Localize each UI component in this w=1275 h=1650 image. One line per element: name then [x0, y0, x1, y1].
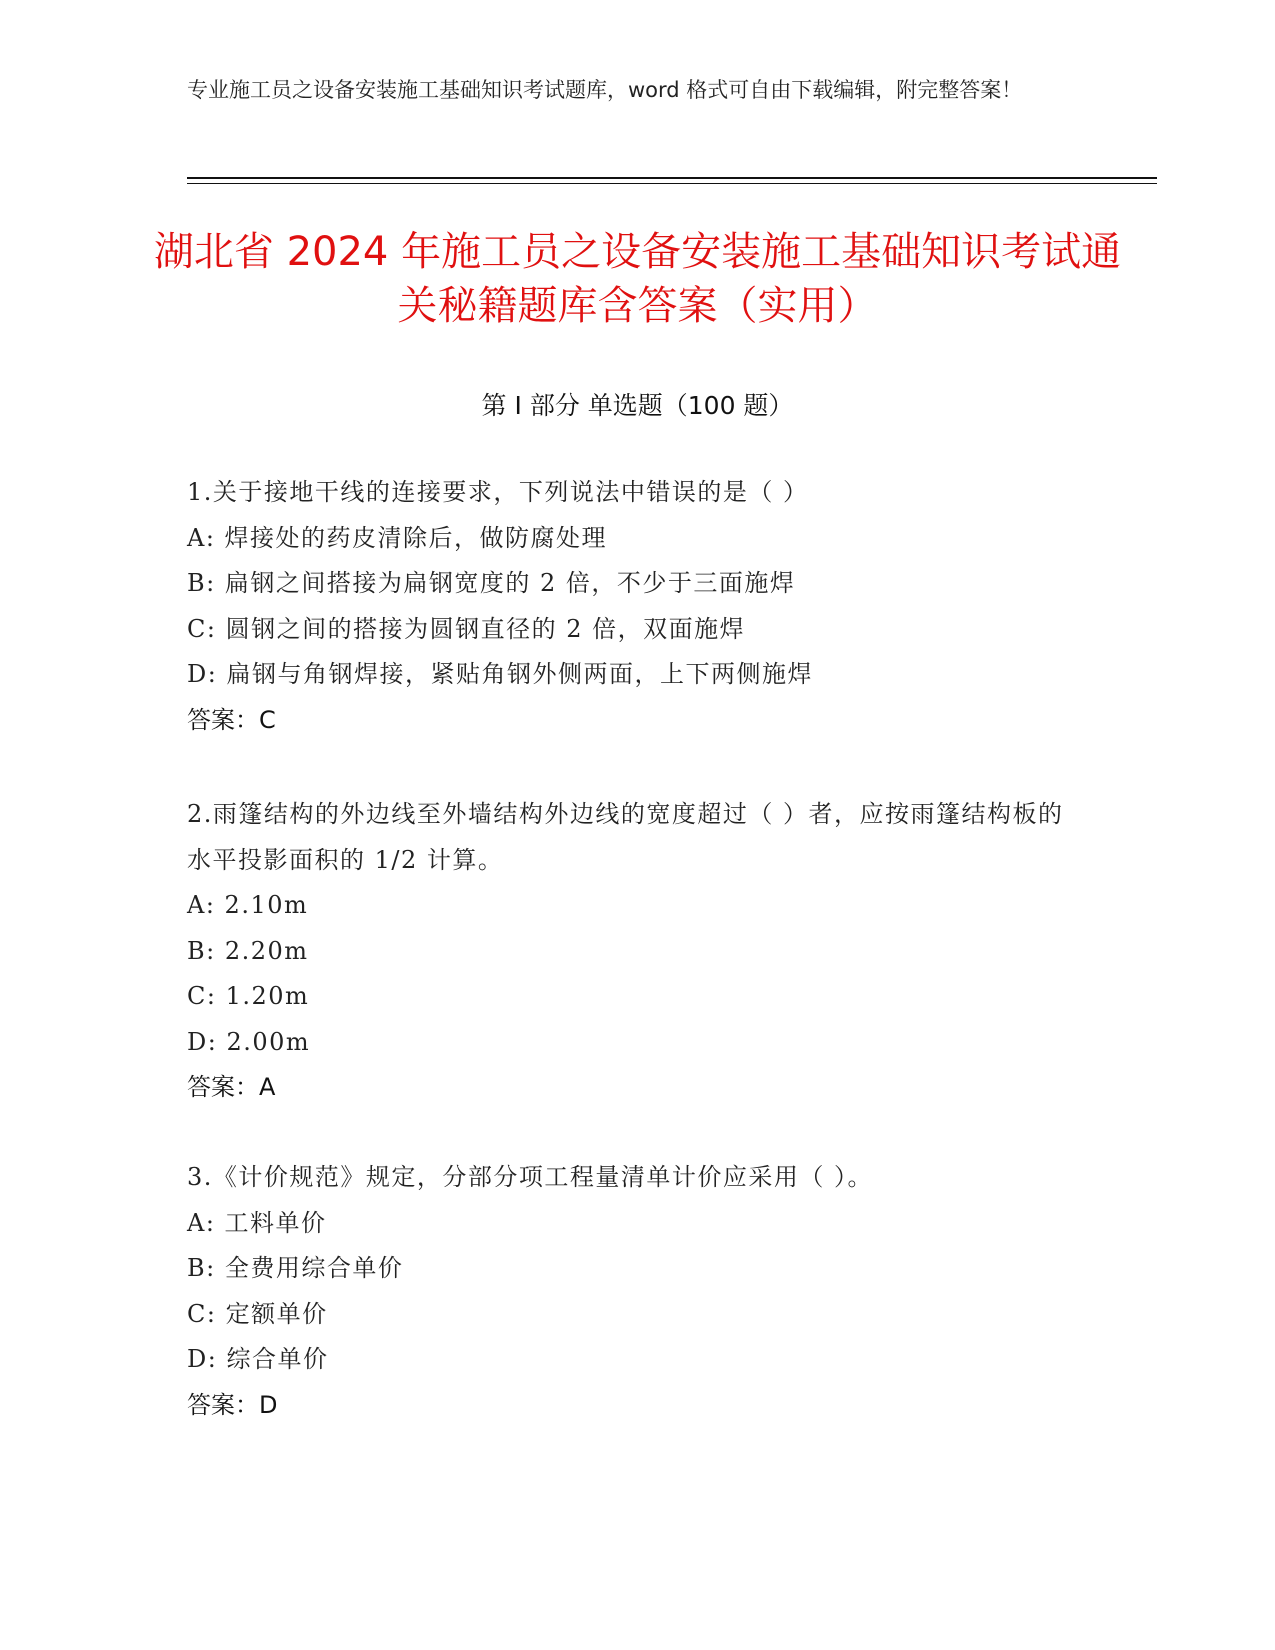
option-c: C: 1.20m [187, 982, 310, 1010]
question-2 [187, 792, 1087, 1111]
option-c: C: 定额单价 [187, 1299, 328, 1328]
question-stem: 2.雨篷结构的外边线至外墙结构外边线的宽度超过（ ）者，应按雨篷结构板的水平投影面积的 1/2 计算。 [187, 800, 1064, 874]
question-stem: 1.关于接地干线的连接要求，下列说法中错误的是（ ） [187, 478, 809, 506]
question-stem: 3.《计价规范》规定，分部分项工程量清单计价应采用（ ）。 [187, 1163, 874, 1191]
option-d: D: 扁钢与角钢焊接，紧贴角钢外侧两面，上下两侧施焊 [187, 660, 813, 688]
option-a: A: 2.10m [187, 891, 309, 919]
option-d: D: 2.00m [187, 1027, 311, 1056]
header-divider-thick [187, 177, 1157, 179]
option-b: B: 全费用综合单价 [187, 1254, 404, 1282]
answer: 答案：D [187, 1390, 278, 1419]
question-1 [187, 470, 1087, 743]
option-d: D: 综合单价 [187, 1345, 329, 1373]
option-c: C: 圆钢之间的搭接为圆钢直径的 2 倍，双面施焊 [187, 614, 746, 643]
header-note: 专业施工员之设备安装施工基础知识考试题库，word 格式可自由下载编辑，附完整答案！ [187, 78, 1023, 102]
header-divider-thin [187, 183, 1157, 184]
question-3 [187, 1155, 1087, 1428]
option-b: B: 2.20m [187, 936, 309, 965]
option-a: A: 焊接处的药皮清除后，做防腐处理 [187, 523, 608, 552]
option-b: B: 扁钢之间搭接为扁钢宽度的 2 倍，不少于三面施焊 [187, 569, 796, 597]
answer: 答案：C [187, 705, 276, 734]
option-a: A: 工料单价 [187, 1208, 327, 1237]
section-title: 第 I 部分 单选题（100 题） [481, 391, 794, 420]
document-title: 湖北省 2024 年施工员之设备安装施工基础知识考试通关秘籍题库含答案（实用） [153, 229, 1122, 329]
answer: 答案：A [187, 1073, 276, 1101]
